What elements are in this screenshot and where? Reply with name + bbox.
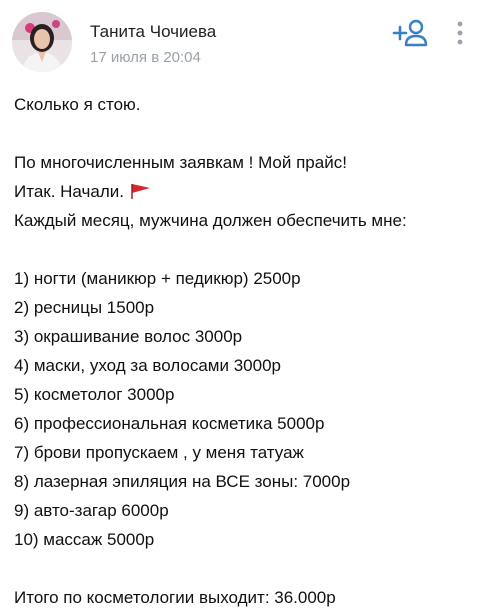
price-list-item: 6) профессиональная косметика 5000р bbox=[14, 414, 325, 433]
price-list-item: 1) ногти (маникюр + педикюр) 2500р bbox=[14, 269, 301, 288]
price-list-item: 10) массаж 5000р bbox=[14, 530, 155, 549]
post-date[interactable]: 17 июля в 20:04 bbox=[90, 49, 201, 66]
blank-line bbox=[14, 235, 479, 264]
price-list-item: 5) косметолог 3000р bbox=[14, 385, 175, 404]
price-list-item: 7) брови пропускаем , у меня татуаж bbox=[14, 443, 304, 462]
post-body bbox=[14, 90, 479, 612]
blank-line bbox=[14, 119, 479, 148]
post-intro-line: По многочисленным заявкам ! Мой прайс! bbox=[14, 153, 347, 172]
blank-line bbox=[14, 554, 479, 583]
post-intro-line bbox=[14, 177, 479, 206]
price-list-item: 4) маски, уход за волосами 3000р bbox=[14, 356, 281, 375]
more-vertical-icon[interactable] bbox=[452, 18, 468, 48]
price-list-item: 2) ресницы 1500р bbox=[14, 298, 155, 317]
post-title: Сколько я стою. bbox=[14, 95, 141, 114]
price-list-item: 3) окрашивание волос 3000р bbox=[14, 327, 243, 346]
triangular-flag-icon bbox=[130, 180, 152, 209]
author-name[interactable]: Танита Чочиева bbox=[90, 22, 217, 41]
add-friend-icon[interactable] bbox=[392, 18, 428, 48]
price-list-item: 9) авто-загар 6000р bbox=[14, 501, 169, 520]
price-list-item: 8) лазерная эпиляция на ВСЕ зоны: 7000р bbox=[14, 472, 351, 491]
post-header bbox=[0, 0, 489, 90]
avatar-photo bbox=[12, 12, 72, 72]
avatar[interactable] bbox=[12, 12, 72, 72]
post-intro-text: Итак. Начали. bbox=[14, 182, 124, 201]
post-total: Итого по косметологии выходит: 36.000р bbox=[14, 588, 336, 607]
post-intro-line: Каждый месяц, мужчина должен обеспечить мне: bbox=[14, 211, 407, 230]
